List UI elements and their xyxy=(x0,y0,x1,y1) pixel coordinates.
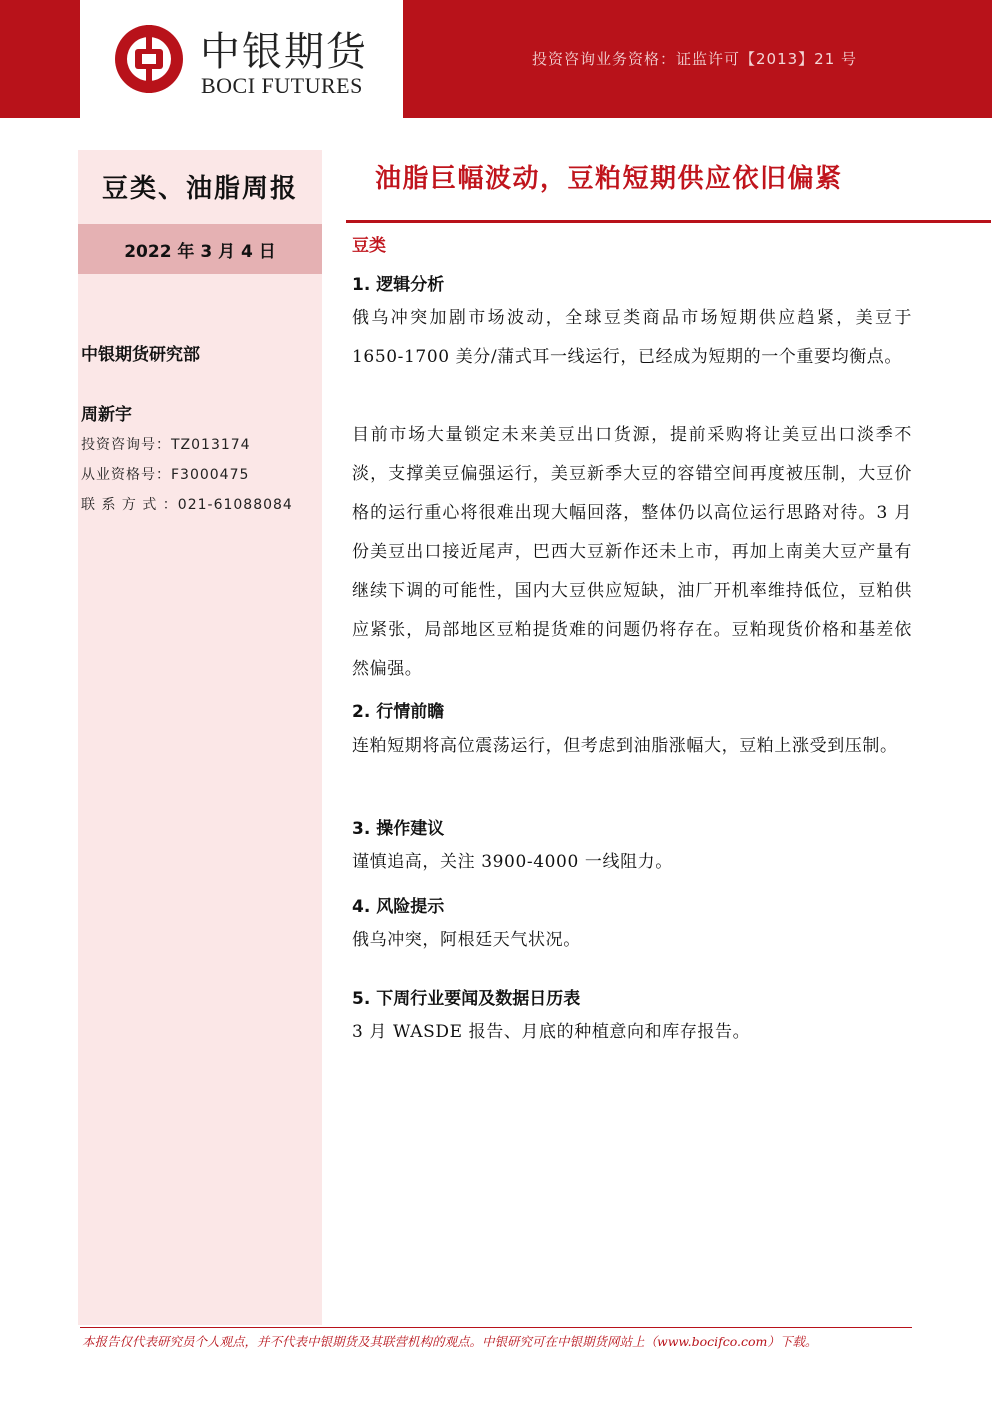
paragraph-risk: 俄乌冲突，阿根廷天气状况。 xyxy=(352,930,581,950)
report-date: 2022 年 3 月 4 日 xyxy=(78,224,322,274)
heading-operation: 3. 操作建议 xyxy=(352,819,445,839)
report-title: 油脂巨幅波动，豆粕短期供应依旧偏紧 xyxy=(375,164,843,194)
consult-number: 投资咨询号：TZ013174 xyxy=(81,437,251,453)
footer-divider xyxy=(80,1327,912,1328)
paragraph-logic-1: 俄乌冲突加剧市场波动，全球豆类商品市场短期供应趋紧，美豆于 1650-1700 美分/蒲式耳一线运行，已经成为短期的一个重要均衡点。 xyxy=(352,308,912,367)
contact-info: 联 系 方 式 ：021-61088084 xyxy=(81,497,293,513)
report-category-title: 豆类、油脂周报 xyxy=(101,173,298,204)
author-name: 周新宇 xyxy=(81,405,132,425)
qualification-number: 从业资格号：F3000475 xyxy=(81,467,250,483)
logo-english-text: BOCI FUTURES xyxy=(201,73,363,98)
heading-calendar: 5. 下周行业要闻及数据日历表 xyxy=(352,989,581,1009)
sidebar-panel xyxy=(78,150,322,1325)
section-tag: 豆类 xyxy=(352,236,386,256)
header-red-band-left xyxy=(0,0,80,118)
heading-risk: 4. 风险提示 xyxy=(352,897,445,917)
title-divider xyxy=(346,220,991,223)
boc-logo-icon xyxy=(112,22,186,96)
license-text: 投资咨询业务资格：证监许可【2013】21 号 xyxy=(532,50,858,68)
paragraph-operation: 谨慎追高，关注 3900-4000 一线阻力。 xyxy=(352,852,673,872)
paragraph-logic-2: 目前市场大量锁定未来美豆出口货源，提前采购将让美豆出口淡季不淡，支撑美豆偏强运行，美豆新季大豆的容错空间再度被压制，大豆价格的运行重心将很难出现大幅回落，整体仍以高位运行思路对待。3 月份美豆出口接近尾声，巴西大豆新作还未上市，再加上南美大豆产量有继续下调的可能性，国内大豆供应短缺，油厂开机率维持低位，豆粕供应紧张，局部地区豆粕提货难的问题仍将存在。豆粕现货价格和基差依然偏强。 xyxy=(352,425,912,679)
paragraph-outlook: 连粕短期将高位震荡运行，但考虑到油脂涨幅大，豆粕上涨受到压制。 xyxy=(352,736,898,756)
paragraph-calendar: 3 月 WASDE 报告、月底的种植意向和库存报告。 xyxy=(352,1022,751,1042)
footer-disclaimer: 本报告仅代表研究员个人观点，并不代表中银期货及其联营机构的观点。中银研究可在中银期货网站上（www.bocifco.com）下载。 xyxy=(82,1334,818,1349)
department-name: 中银期货研究部 xyxy=(81,345,200,365)
heading-logic-analysis: 1. 逻辑分析 xyxy=(352,275,445,295)
heading-outlook: 2. 行情前瞻 xyxy=(352,702,445,722)
logo-chinese-text: 中银期货 xyxy=(200,29,368,75)
